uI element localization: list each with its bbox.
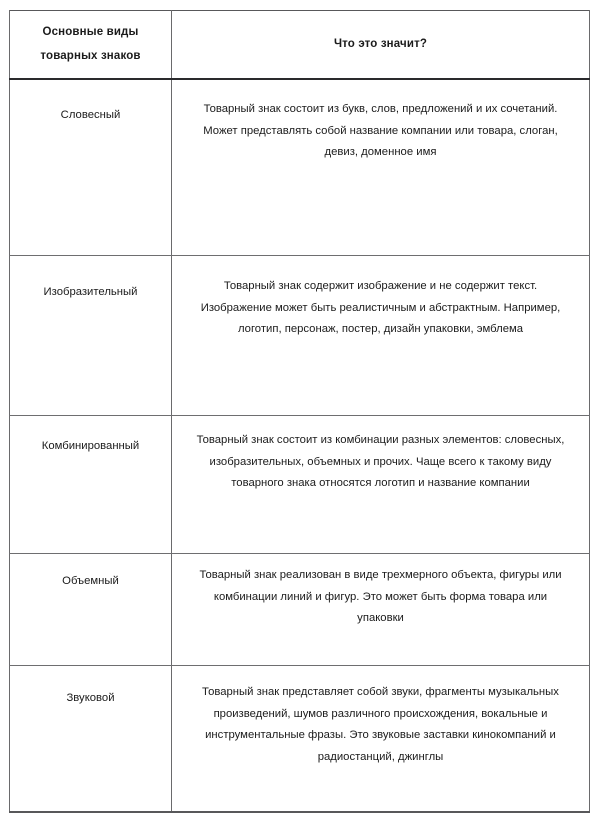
table-header [10,11,590,80]
column-header-type: Основные виды товарных знаков [10,11,172,80]
cell-trademark-description: Товарный знак содержит изображение и не содержит текст. Изображение может быть реалистичным и абстрактным. Например, логотип, персонаж, постер, дизайн упаковки, эмблема [172,256,590,416]
cell-trademark-type: Комбинированный [10,416,172,554]
table-body [10,79,590,812]
table-row [10,416,590,554]
trademark-types-table [9,10,590,813]
table-row [10,666,590,813]
cell-trademark-type: Объемный [10,554,172,666]
cell-trademark-description: Товарный знак состоит из букв, слов, предложений и их сочетаний. Может представлять собой название компании или товара, слоган, девиз, доменное имя [172,79,590,256]
table-row [10,79,590,256]
cell-trademark-type: Изобразительный [10,256,172,416]
cell-trademark-description: Товарный знак реализован в виде трехмерного объекта, фигуры или комбинации линий и фигур. Это может быть форма товара или упаковки [172,554,590,666]
column-header-meaning: Что это значит? [172,11,590,80]
cell-trademark-description: Товарный знак состоит из комбинации разных элементов: словесных, изобразительных, объемных и прочих. Чаще всего к такому виду товарного знака относятся логотип и название компании [172,416,590,554]
cell-trademark-type: Звуковой [10,666,172,813]
table-header-row [10,11,590,80]
cell-trademark-type: Словесный [10,79,172,256]
table-row [10,554,590,666]
table-row [10,256,590,416]
cell-trademark-description: Товарный знак представляет собой звуки, фрагменты музыкальных произведений, шумов различного происхождения, вокальные и инструментальные фразы. Это звуковые заставки кинокомпаний и радиостанций, джинглы [172,666,590,813]
